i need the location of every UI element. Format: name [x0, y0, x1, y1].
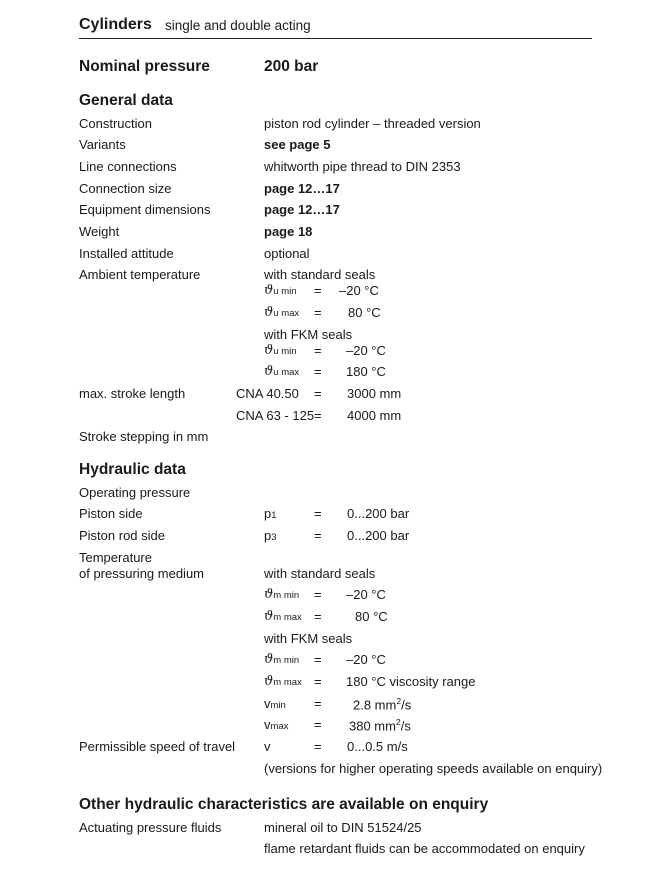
stroke-eq-2: = — [314, 408, 322, 423]
vmax-value: 380 $mm^2/s$ — [349, 717, 411, 734]
installed-attitude-value: optional — [264, 246, 310, 261]
ambient-fkm-max-value: 180 °C — [346, 364, 386, 379]
ambient-std-min-symbol: ϑu min — [264, 283, 297, 298]
stroke-length-label: max. stroke length — [79, 386, 186, 401]
ambient-fkm-seals: with FKM seals — [264, 327, 353, 342]
connection-size-label: Connection size — [79, 181, 172, 196]
ambient-std-min-value: –20 °C — [339, 283, 379, 298]
equipment-dimensions-value: page 12…17 — [264, 202, 340, 217]
vmin-value: 2.8 $mm^2/s$ — [353, 696, 412, 713]
stroke-value-1: 3000 mm — [347, 386, 402, 401]
connection-size-value: page 12…17 — [264, 181, 340, 196]
piston-rod-side-symbol: p3 — [264, 528, 277, 543]
piston-rod-side-label: Piston rod side — [79, 528, 165, 543]
vmin-symbol: vmin — [264, 696, 286, 711]
medium-std-min-eq: = — [314, 587, 322, 602]
piston-side-value: 0...200 bar — [347, 506, 410, 521]
line-connections-label: Line connections — [79, 159, 177, 174]
piston-side-eq: = — [314, 506, 322, 521]
speed-eq: = — [314, 739, 322, 754]
medium-fkm-min-value: –20 °C — [346, 652, 386, 667]
medium-fkm-max-symbol: ϑm max — [264, 674, 302, 689]
vmax-symbol: vmax — [264, 717, 289, 732]
ambient-temperature-label: Ambient temperature — [79, 267, 201, 282]
nominal-pressure-label: Nominal pressure — [79, 58, 210, 75]
ambient-std-max-value: 80 °C — [348, 305, 381, 320]
weight-label: Weight — [79, 224, 120, 239]
piston-side-symbol: p1 — [264, 506, 277, 521]
ambient-fkm-max-eq: = — [314, 364, 322, 379]
medium-fkm-seals: with FKM seals — [264, 631, 353, 646]
construction-value: piston rod cylinder – threaded version — [264, 116, 481, 131]
speed-symbol: v — [264, 739, 271, 754]
ambient-std-min-eq: = — [314, 283, 322, 298]
stroke-value-2: 4000 mm — [347, 408, 402, 423]
hydraulic-data-heading: Hydraulic data — [79, 461, 186, 478]
ambient-fkm-max-symbol: ϑu max — [264, 364, 300, 379]
actuating-fluids-label: Actuating pressure fluids — [79, 820, 222, 835]
medium-std-max-symbol: ϑm max — [264, 609, 302, 624]
speed-of-travel-label: Permissible speed of travel — [79, 739, 236, 754]
medium-std-min-value: –20 °C — [346, 587, 386, 602]
piston-rod-side-eq: = — [314, 528, 322, 543]
header-rule — [79, 38, 592, 39]
variants-label: Variants — [79, 137, 126, 152]
ambient-std-max-eq: = — [314, 305, 322, 320]
ambient-fkm-min-eq: = — [314, 343, 322, 358]
weight-value: page 18 — [264, 224, 313, 239]
actuating-fluids-value-1: mineral oil to DIN 51524/25 — [264, 820, 422, 835]
medium-std-max-value: 80 °C — [355, 609, 388, 624]
medium-fkm-min-eq: = — [314, 652, 322, 667]
page-title: Cylinders — [79, 16, 152, 33]
operating-pressure-label: Operating pressure — [79, 485, 191, 500]
medium-fkm-max-eq: = — [314, 674, 322, 689]
vmin-eq: = — [314, 696, 322, 711]
installed-attitude-label: Installed attitude — [79, 246, 174, 261]
page-subtitle: single and double acting — [165, 18, 311, 33]
construction-label: Construction — [79, 116, 152, 131]
general-data-heading: General data — [79, 92, 173, 109]
ambient-fkm-min-symbol: ϑu min — [264, 343, 297, 358]
vmax-eq: = — [314, 717, 322, 732]
stroke-stepping-label: Stroke stepping in mm — [79, 429, 209, 444]
stroke-eq-1: = — [314, 386, 322, 401]
equipment-dimensions-label: Equipment dimensions — [79, 202, 211, 217]
actuating-fluids-value-2: flame retardant fluids can be accommodated on enquiry — [264, 841, 585, 856]
nominal-pressure-value: 200 bar — [264, 58, 319, 75]
speed-note: (versions for higher operating speeds available on enquiry) — [264, 761, 603, 776]
piston-side-label: Piston side — [79, 506, 143, 521]
medium-std-min-symbol: ϑm min — [264, 587, 300, 602]
ambient-fkm-min-value: –20 °C — [346, 343, 386, 358]
temperature-label: Temperature — [79, 550, 152, 565]
medium-fkm-max-value: 180 °C viscosity range — [346, 674, 476, 689]
piston-rod-side-value: 0...200 bar — [347, 528, 410, 543]
medium-std-max-eq: = — [314, 609, 322, 624]
stroke-model-1: CNA 40.50 — [236, 386, 299, 401]
medium-fkm-min-symbol: ϑm min — [264, 652, 300, 667]
line-connections-value: whitworth pipe thread to DIN 2353 — [264, 159, 461, 174]
other-characteristics-heading: Other hydraulic characteristics are available on enquiry — [79, 796, 489, 813]
stroke-model-2: CNA 63 - 125 — [236, 408, 315, 423]
pressuring-medium-label: of pressuring medium — [79, 566, 204, 581]
medium-standard-seals: with standard seals — [264, 566, 376, 581]
variants-value: see page 5 — [264, 137, 331, 152]
ambient-std-max-symbol: ϑu max — [264, 305, 300, 320]
ambient-standard-seals: with standard seals — [264, 267, 376, 282]
speed-value: 0...0.5 m/s — [347, 739, 408, 754]
